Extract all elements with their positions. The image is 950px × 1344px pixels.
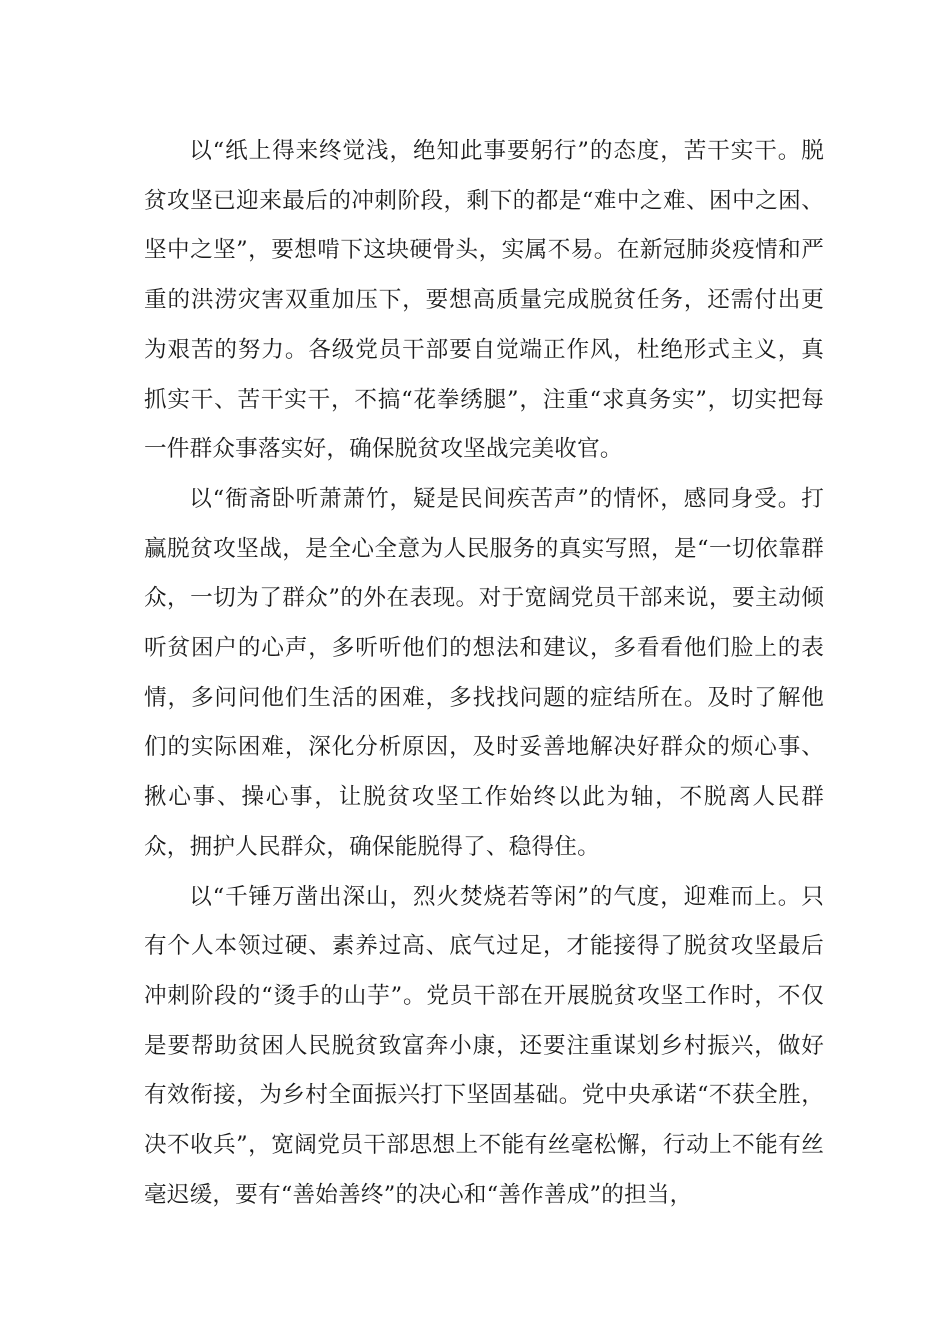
- paragraph-2: 以“衙斋卧听萧萧竹，疑是民间疾苦声”的情怀，感同身受。打赢脱贫攻坚战，是全心全意为人民服务的真实写照，是“一切依靠群众，一切为了群众”的外在表现。对于宽阔党员干部来说，要主动倾听贫困户的心声，多听听他们的想法和建议，多看看他们脸上的表情，多问问他们生活的困难，多找找问题的症结所在。及时了解他们的实际困难，深化分析原因，及时妥善地解决好群众的烦心事、揪心事、操心事，让脱贫攻坚工作始终以此为轴，不脱离人民群众，拥护人民群众，确保能脱得了、稳得住。: [144, 485, 824, 860]
- paragraph-1: 以“纸上得来终觉浅，绝知此事要躬行”的态度，苦干实干。脱贫攻坚已迎来最后的冲刺阶段，剩下的都是“难中之难、困中之困、坚中之坚”，要想啃下这块硬骨头，实属不易。在新冠肺炎疫情和严重的洪涝灾害双重加压下，要想高质量完成脱贫任务，还需付出更为艰苦的努力。各级党员干部要自觉端正作风，杜绝形式主义，真抓实干、苦干实干，不搞“花拳绣腿”，注重“求真务实”，切实把每一件群众事落实好，确保脱贫攻坚战完美收官。: [144, 138, 824, 463]
- document-body: [144, 127, 824, 1220]
- paragraph-3: 以“千锤万凿出深山，烈火焚烧若等闲”的气度，迎难而上。只有个人本领过硬、素养过高、底气过足，才能接得了脱贫攻坚最后冲刺阶段的“烫手的山芋”。党员干部在开展脱贫攻坚工作时，不仅是要帮助贫困人民脱贫致富奔小康，还要注重谋划乡村振兴，做好有效衔接，为乡村全面振兴打下坚固基础。党中央承诺“不获全胜，决不收兵”，宽阔党员干部思想上不能有丝毫松懈，行动上不能有丝毫迟缓，要有“善始善终”的决心和“善作善成”的担当，: [144, 883, 824, 1208]
